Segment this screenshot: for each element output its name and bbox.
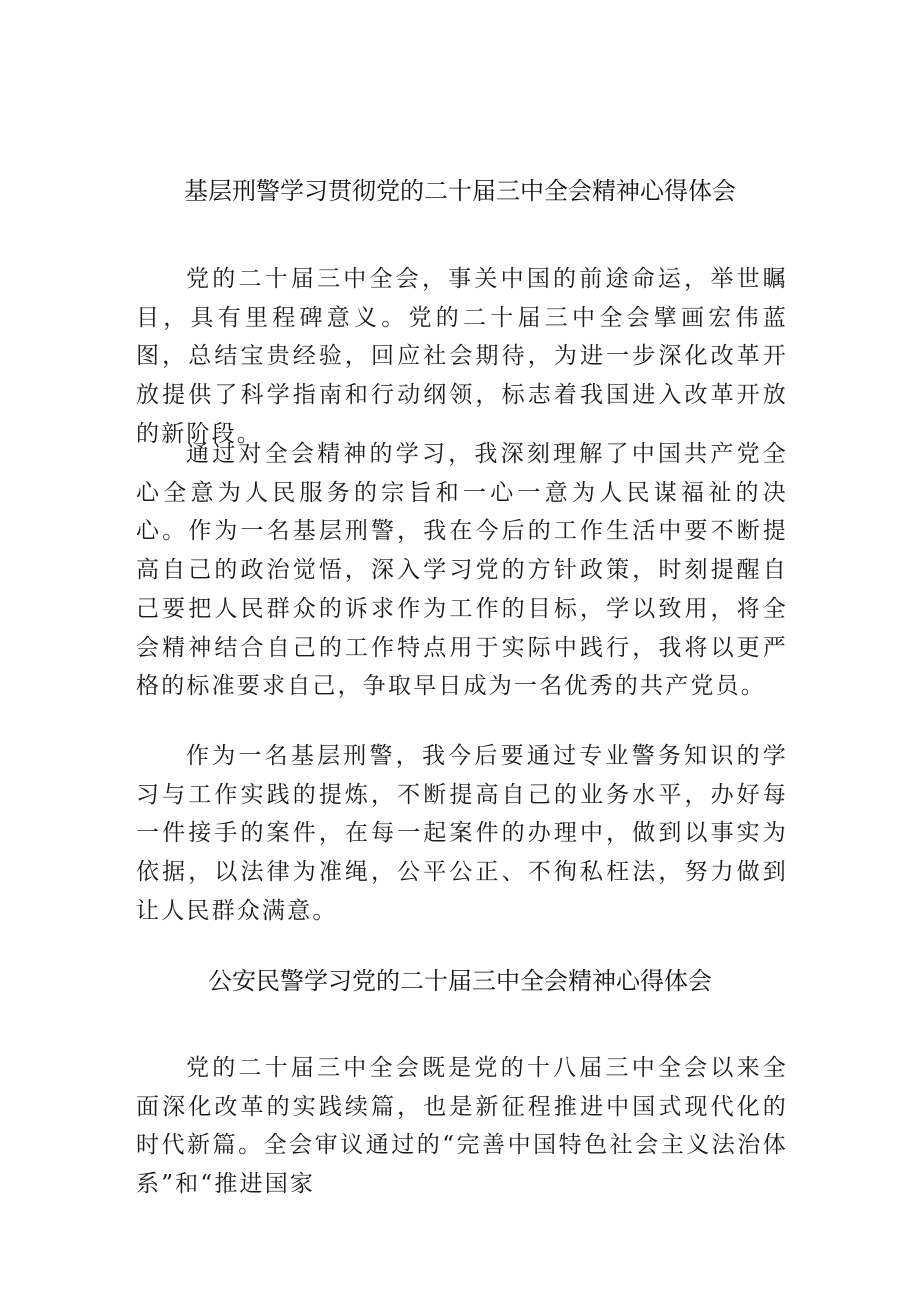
section-2-title: 公安民警学习党的二十届三中全会精神心得体会 (208, 967, 712, 995)
section-2-paragraph-1: 党的二十届三中全会既是党的十八届三中全会以来全面深化改革的实践续篇，也是新征程推进中国式现代化的时代新篇。全会审议通过的“完善中国特色社会主义法治体系”和“推进国家 (136, 1055, 788, 1198)
section-1-paragraph-2: 通过对全会精神的学习，我深刻理解了中国共产党全心全意为人民服务的宗旨和一心一意为人民谋福祉的决心。作为一名基层刑警，我在今后的工作生活中要不断提高自己的政治觉悟，深入学习党的方针政策，时刻提醒自己要把人民群众的诉求作为工作的目标，学以致用，将全会精神结合自己的工作特点用于实际中践行，我将以更严格的标准要求自己，争取早日成为一名优秀的共产党员。 (136, 441, 788, 700)
section-1-paragraph-3: 作为一名基层刑警，我今后要通过专业警务知识的学习与工作实践的提炼，不断提高自己的业务水平，办好每一件接手的案件，在每一起案件的办理中，做到以事实为依据，以法律为准绳，公平公正、不徇私枉法，努力做到让人民群众满意。 (136, 743, 788, 924)
section-1-paragraph-1: 党的二十届三中全会，事关中国的前途命运，举世瞩目，具有里程碑意义。党的二十届三中全会擘画宏伟蓝图，总结宝贵经验，回应社会期待，为进一步深化改革开放提供了科学指南和行动纲领，标志着我国进入改革开放的新阶段。 (136, 266, 788, 447)
section-1-title: 基层刑警学习贯彻党的二十届三中全会精神心得体会 (184, 177, 736, 205)
